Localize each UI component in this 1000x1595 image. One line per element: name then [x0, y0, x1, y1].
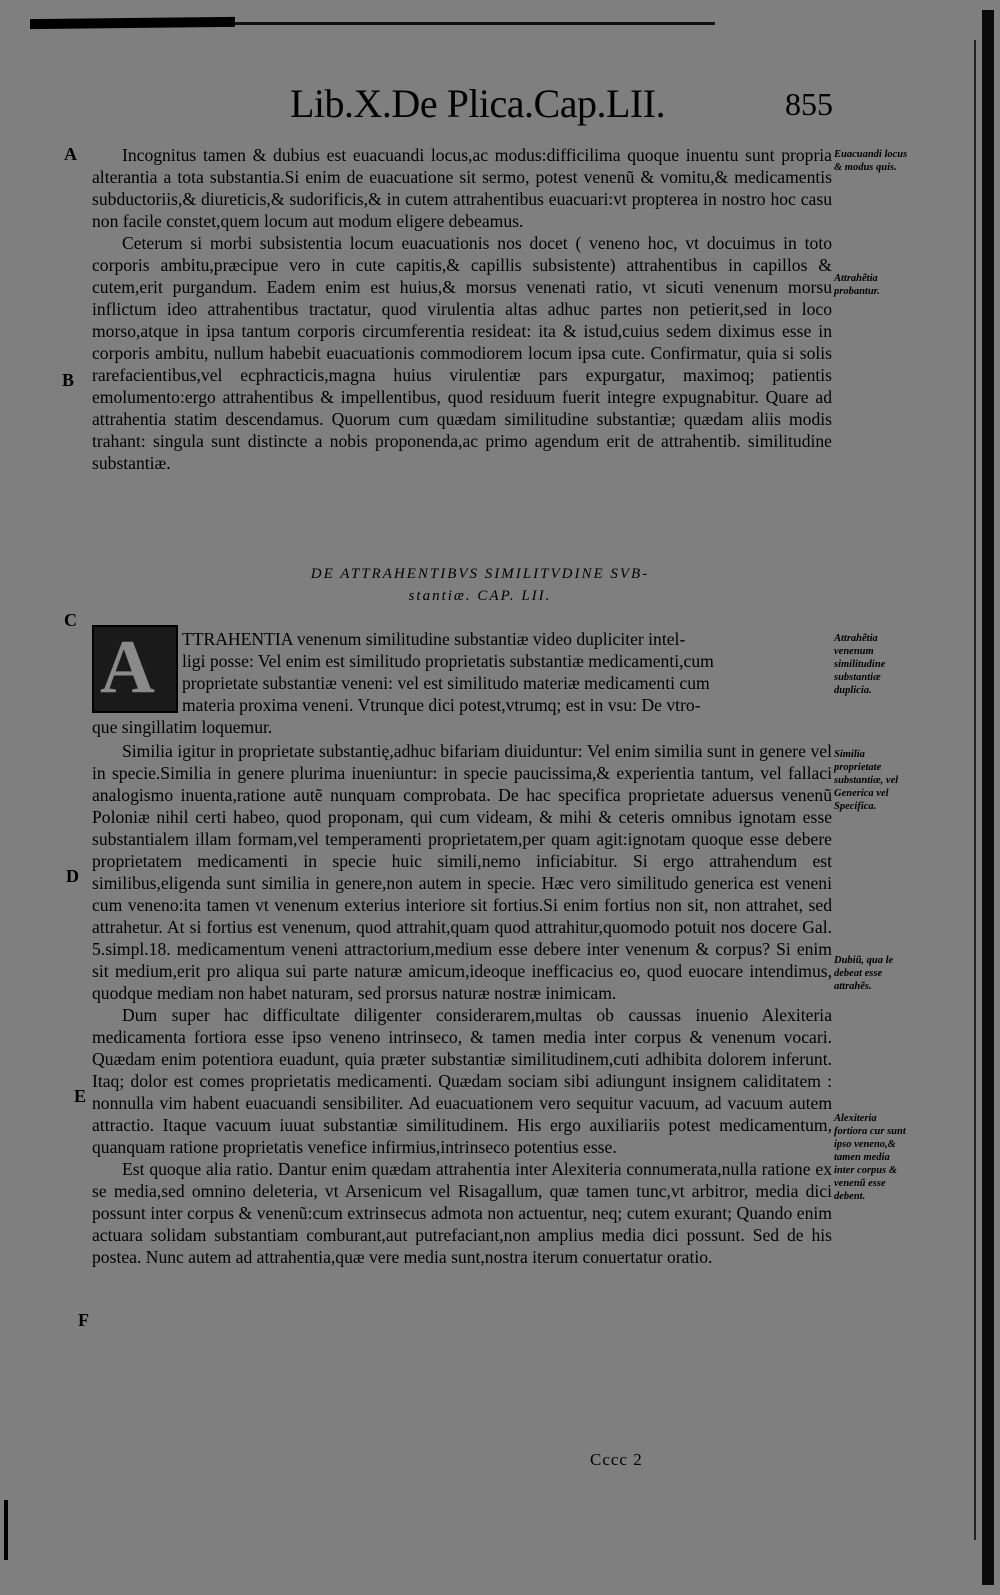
text-block-bottom: [92, 740, 832, 1268]
margin-note: Alexiteria fortiora cur sunt ipso veneno,& tamen media inter corpus & venenũ esse debent.: [834, 1113, 906, 1202]
scan-edge-left-mark: [4, 1500, 8, 1560]
scan-edge-right-rule: [974, 40, 976, 1540]
section-marker-a: A: [64, 144, 77, 164]
section-marker-e: E: [74, 1086, 87, 1106]
dropcap-line: que singillatim loquemur.: [92, 717, 273, 737]
scan-edge-top: [30, 17, 235, 29]
dropcap-line: proprietate substantiæ veneni: vel est similitudo materiæ medicamenti cum: [182, 673, 710, 693]
margin-note: Similia proprietate substantiæ, vel Generica vel Specifica.: [834, 749, 899, 812]
section-marker-d: D: [66, 866, 79, 886]
chapter-heading-line1: DE ATTRAHENTIBVS SIMILITVDINE SVB-: [310, 566, 650, 582]
page-title: Lib.X.De Plica.Cap.LII.: [290, 81, 666, 126]
chapter-heading-line2: stantiæ. CAP. LII.: [408, 588, 552, 604]
paragraph: Similia igitur in proprietate substantię,adhuc bifariam diuiduntur: Vel enim similia sunt in genere vel in specie.Similia in genere plurima inueniuntur: in specie paucissima,& experientia tantum, vel fallaci analogismo inuenta,ratione autẽ nunquam comprobata. De hac specifica proprietate aduersus venenũ Poloniæ nihil certi habeo, quod proponam, qui cum videam, & mihi & ceteris omnibus ignotam esse substantialem illam formam,vel temperamenti proprietatem,per quam agit:ignotam quoque esse debere proprietatem medicamenti in specie huic simili,nemo inficiabitur. Si ergo attrahendum est similibus,eligenda sunt similia in genere,non autem in specie. Hæc vero similitudo generica est veneni cum veneno:ita tamen vt venenum exterius interiore sit fortius.Si enim fortius non sit, non attrahet, sed attrahetur. At si fortius est venenum, quod attrahit,quam quod attrahitur,quomodo potuit nos docere Gal. 5.simpl.18. medicamentum veneni attractorium,medium esse debere inter venenum & corpus? Si enim sit medium,erit pro aliqua sui parte naturæ amicum,ideoque inefficacius eo, quod euocare intendimus, quodque mediam non habet naturam, sed prorsus naturæ nostræ inimicam.: [92, 741, 832, 1003]
paragraph: Dum super hac difficultate diligenter considerarem,multas ob caussas inuenio Alexiteria medicamenta fortiora esse ipso veneno intrinseco, & tamen media inter corpus & venenum vocari. Quædam enim potentiora euadunt, quia præter substantiæ similitudinem,cuti adhibita dolorem inferunt. Itaq; dolor est comes proprietatis medicamenti. Quædam sociam sibi adiungunt insignem caliditatem : nonnulla vim habent euacuandi sensibiliter. Ad euacuationem vero sequitur vacuum, ad vacuum autem attractio. Itaque vacuum iuuat substantiæ similitudinem. His ergo auxiliariis potest medicamentum, quanquam ratione proprietatis venefice infirmius,intrinseco potentius esse.: [92, 1005, 832, 1157]
section-marker-b: B: [62, 370, 75, 390]
dropcap-paragraph: [92, 625, 832, 738]
paragraph: Ceterum si morbi subsistentia locum euacuationis nos docet ( veneno hoc, vt docuimus in toto corporis ambitu,præcipue vero in cute capitis,& capillis subsistente) attrahentibus in capillos & cutem,erit purgandum. Eadem enim est huius,& morsus venenati ratio, vt sicuti venenum morsu inflictum ideo attrahentibus tractatur, quod virulentia altas adhuc partes non petierit,sed in loco morso,atque in ipsa tantum corporis circumferentia resideat: ita & istud,cuius sedem diximus esse in corporis ambitu, nullum habebit euacuationis commodiorem locum ipsa cute. Confirmatur, quia si solis rarefacientibus,vel ecphracticis,magna huius virulentiæ pars expurgatur, maximoq; patientis emolumento:ergo attrahentibus & impellentibus, quod residuum fuerit integre expugnabitur. Quare ad attrahentia statim descendamus. Quorum cum quædam similitudine substantiæ; quædam aliis modis trahant: singula sunt distincte a nobis proponenda,ac primo agendum erit de attrahentib. similitudine substantiæ.: [92, 233, 832, 473]
section-marker-c: C: [64, 610, 77, 630]
running-header: [280, 80, 840, 140]
margin-note: Euacuandi locus & modus quis.: [834, 149, 908, 173]
margin-note: Attrahẽtia probantur.: [834, 273, 880, 297]
section-marker-f: F: [78, 1310, 89, 1330]
signature-mark: Cccc 2: [590, 1450, 643, 1469]
chapter-heading: [150, 563, 810, 607]
dropcap-line: ligi posse: Vel enim est similitudo proprietatis substantiæ medicamenti,cum: [182, 651, 714, 671]
paragraph: Est quoque alia ratio. Dantur enim quædam attrahentia inter Alexiteria connumerata,nulla ratione ex se media,sed omnino deleteria, vt Arsenicum vel Risagallum, quæ tamen tunc,vt arbitror, media dici possunt inter corpus & venenũ:cum extrinsecus admota non actuentur, neq; cutem exurant; Quando enim actuara solidam substantiam comburant,aut putrefaciant,non amplius media dici possunt. Sed de his postea. Nunc autem ad attrahentia,quæ vere media sunt,nostra iterum conuertatur oratio.: [92, 1159, 832, 1267]
text-block-top: [92, 144, 832, 474]
dropcap-line: materia proxima veneni. Vtrunque dici potest,vtrumq; est in vsu: De vtro-: [182, 695, 701, 715]
scan-edge-right: [982, 10, 994, 1585]
margin-note: Attrahẽtia venenum similitudine substantiæ duplicia.: [834, 633, 886, 696]
paragraph: Incognitus tamen & dubius est euacuandi locus,ac modus:difficilima quoque inuentu sunt propria alterantia a tota substantia.Si enim de euacuatione sit sermo, potest venenũ & vomitu,& medicamentis subductoriis,& diureticis,& sudorificis,& in cutem attrahentibus euacuari:vt propterea in nostro hoc casu non facile constet,quem locum aut modum eligere debeamus.: [92, 145, 832, 231]
margin-note: Dubiũ, qua le debeat esse attrahẽs.: [834, 955, 894, 992]
dropcap-line: TTRAHENTIA venenum similitudine substantiæ video dupliciter intel-: [182, 629, 686, 649]
page-number: 855: [785, 86, 833, 122]
dropcap-letter: A: [100, 625, 155, 709]
scan-edge-top-rule: [235, 22, 715, 25]
